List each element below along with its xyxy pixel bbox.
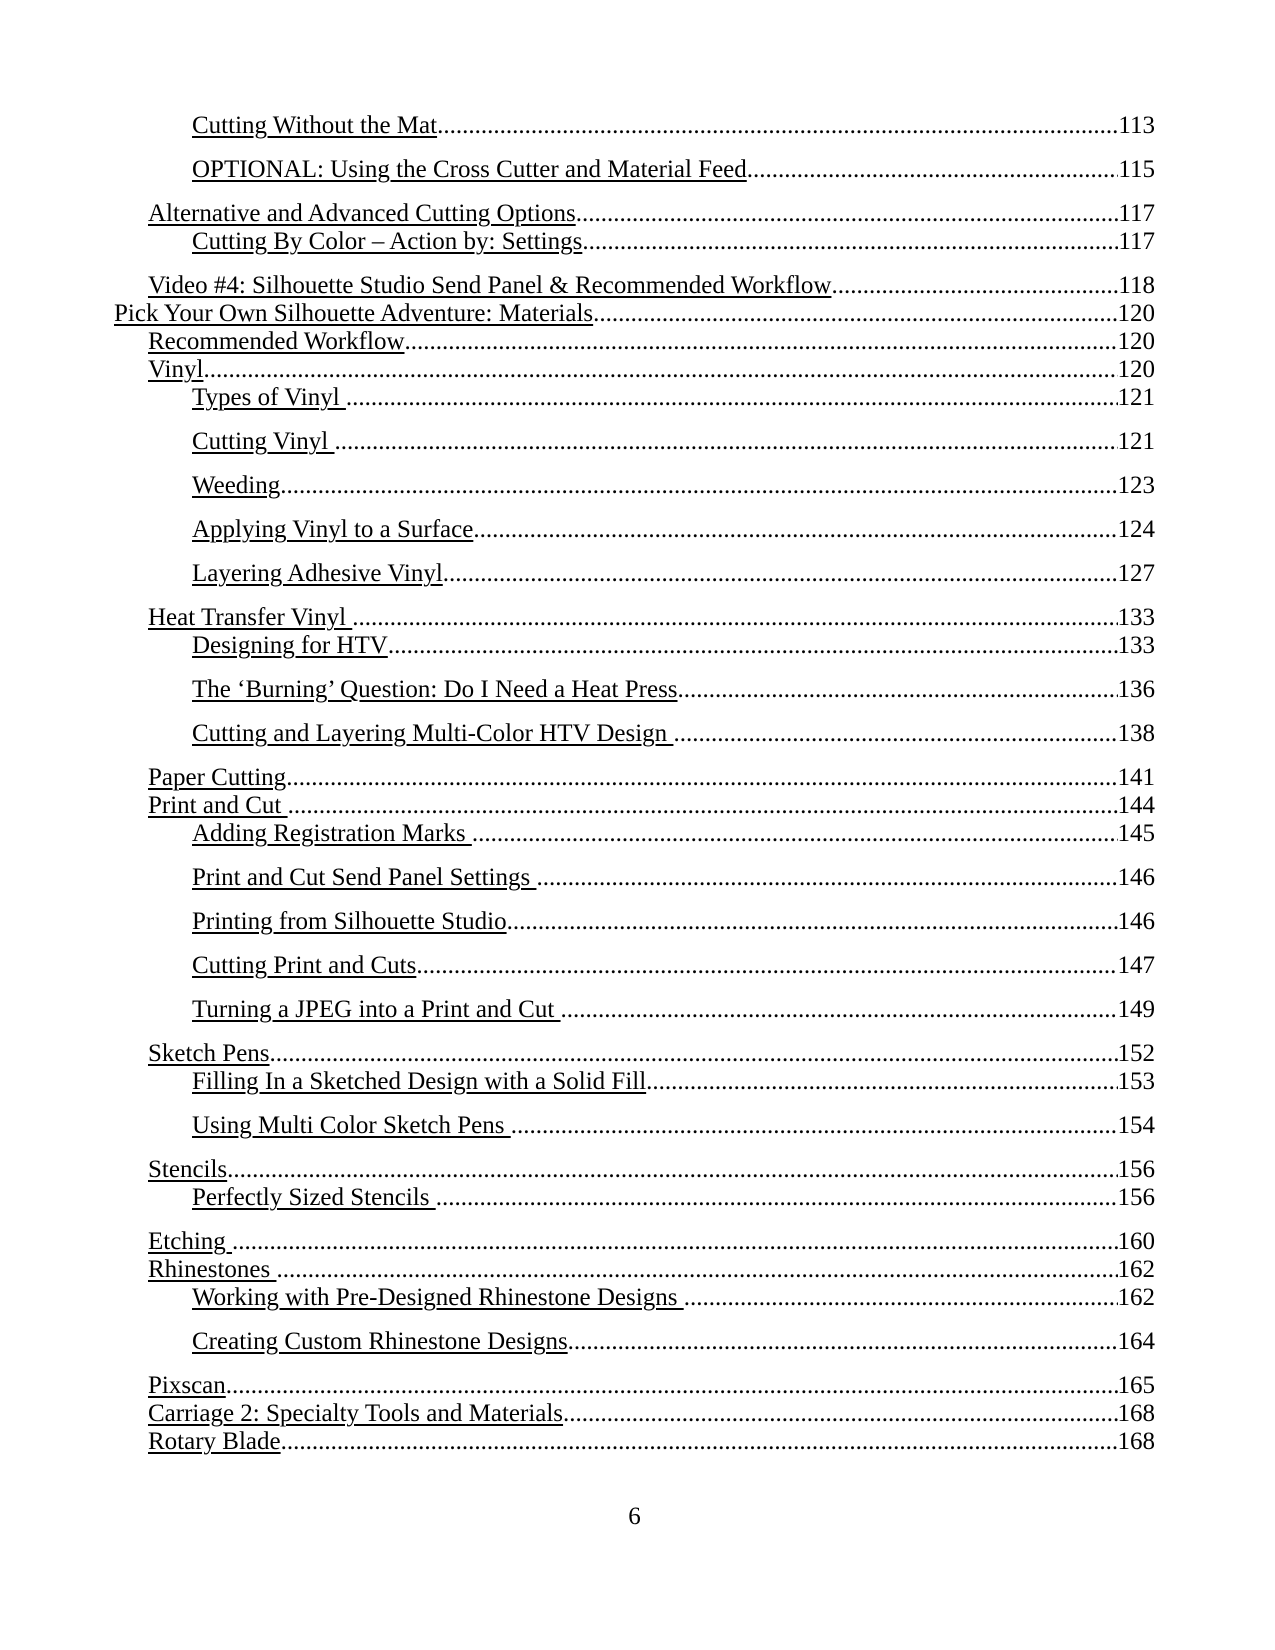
toc-entry-page: 117 [1118,200,1155,227]
toc-entry-row [192,112,1155,140]
toc-entry-row [148,792,1155,820]
dot-leader [507,908,1118,936]
dot-leader [280,472,1117,500]
toc [114,112,1155,1456]
toc-entry-row [148,1372,1155,1400]
dot-leader [286,764,1117,792]
toc-entry-row [114,300,1155,328]
toc-entry-title[interactable]: Layering Adhesive Vinyl [192,560,443,587]
toc-entry-row [192,156,1155,184]
toc-entry-title[interactable]: Cutting By Color – Action by: Settings [192,228,583,255]
toc-entry-page: 153 [1117,1068,1155,1095]
dot-leader [593,300,1117,328]
toc-entry-page: 168 [1117,1400,1155,1427]
toc-entry-title[interactable]: Using Multi Color Sketch Pens [192,1112,511,1139]
toc-entry-row [192,1328,1155,1356]
page-number: 6 [628,1503,641,1530]
toc-entry-title[interactable]: Pixscan [148,1372,226,1399]
toc-entry-title[interactable]: Sketch Pens [148,1040,270,1067]
toc-entry-page: 146 [1117,908,1155,935]
toc-entry-page: 115 [1118,156,1155,183]
toc-entry-page: 141 [1117,764,1155,791]
toc-entry-page: 144 [1117,792,1155,819]
toc-entry-title[interactable]: Perfectly Sized Stencils [192,1184,436,1211]
toc-entry-title[interactable]: Print and Cut Send Panel Settings [192,864,537,891]
dot-leader [232,1228,1117,1256]
toc-entry-row [192,676,1155,704]
toc-entry-title[interactable]: Etching [148,1228,233,1255]
toc-entry-title[interactable]: Stencils [148,1156,228,1183]
dot-leader [437,112,1118,140]
toc-entry-title[interactable]: Turning a JPEG into a Print and Cut [192,996,561,1023]
toc-entry-page: 120 [1117,328,1155,355]
dot-leader [563,1400,1117,1428]
toc-entry-title[interactable]: Cutting Vinyl [192,428,335,455]
dot-leader [352,604,1117,632]
toc-entry-row [192,428,1155,456]
toc-entry-page: 133 [1117,632,1155,659]
toc-entry-row [148,356,1155,384]
toc-entry-page: 133 [1117,604,1155,631]
toc-entry-title[interactable]: Carriage 2: Specialty Tools and Materials [148,1400,564,1427]
toc-entry-row [148,1256,1155,1284]
toc-entry-page: 138 [1117,720,1155,747]
toc-entry-title[interactable]: Recommended Workflow [148,328,405,355]
toc-entry-page: 168 [1117,1428,1155,1455]
dot-leader [673,720,1117,748]
dot-leader [831,272,1118,300]
toc-entry-row [192,1284,1155,1312]
toc-entry-title[interactable]: Filling In a Sketched Design with a Solid Fill [192,1068,647,1095]
toc-entry-title[interactable]: Working with Pre-Designed Rhinestone Designs [192,1284,684,1311]
toc-entry-row [192,1184,1155,1212]
toc-entry-row [192,908,1155,936]
toc-entry-page: 127 [1117,560,1155,587]
toc-entry-row [192,472,1155,500]
toc-entry-page: 156 [1117,1184,1155,1211]
toc-entry-title[interactable]: Applying Vinyl to a Surface [192,516,474,543]
dot-leader [226,1372,1118,1400]
toc-entry-row [148,1040,1155,1068]
toc-entry-row [148,764,1155,792]
dot-leader [684,1284,1118,1312]
toc-entry-row [148,1228,1155,1256]
toc-entry-page: 124 [1117,516,1155,543]
toc-entry-title[interactable]: Video #4: Silhouette Studio Send Panel & Recommended Workflow [148,272,832,299]
toc-entry-page: 123 [1117,472,1155,499]
dot-leader [416,952,1117,980]
toc-entry-title[interactable]: Vinyl [148,356,204,383]
dot-leader [472,820,1118,848]
toc-entry-title[interactable]: Weeding [192,472,281,499]
toc-entry-row [148,1156,1155,1184]
toc-entry-page: 162 [1117,1256,1155,1283]
toc-entry-title[interactable]: Printing from Silhouette Studio [192,908,507,935]
toc-entry-row [148,1400,1155,1428]
toc-entry-title[interactable]: Creating Custom Rhinestone Designs [192,1328,568,1355]
toc-entry-row [192,1068,1155,1096]
dot-leader [561,996,1118,1024]
toc-entry-title[interactable]: Heat Transfer Vinyl [148,604,353,631]
toc-entry-page: 121 [1117,384,1155,411]
toc-entry-row [148,604,1155,632]
toc-entry-page: 113 [1118,112,1155,139]
toc-entry-row [192,632,1155,660]
toc-entry-title[interactable]: Paper Cutting [148,764,287,791]
dot-leader [582,228,1118,256]
toc-entry-title[interactable]: Cutting Without the Mat [192,112,438,139]
toc-entry-page: 154 [1117,1112,1155,1139]
toc-entry-page: 136 [1117,676,1155,703]
dot-leader [335,428,1118,456]
dot-leader [276,1256,1117,1284]
dot-leader [511,1112,1118,1140]
toc-entry-title[interactable]: Pick Your Own Silhouette Adventure: Materials [114,300,594,327]
dot-leader [270,1040,1118,1068]
toc-entry-page: 118 [1118,272,1155,299]
toc-entry-row [192,560,1155,588]
dot-leader [646,1068,1117,1096]
toc-entry-page: 160 [1117,1228,1155,1255]
toc-entry-title[interactable]: Print and Cut [148,792,288,819]
toc-entry-page: 147 [1117,952,1155,979]
toc-entry-page: 145 [1117,820,1155,847]
dot-leader [568,1328,1118,1356]
dot-leader [227,1156,1117,1184]
toc-entry-title[interactable]: Alternative and Advanced Cutting Options [148,200,576,227]
toc-entry-page: 162 [1117,1284,1155,1311]
toc-entry-row [192,864,1155,892]
dot-leader [405,328,1118,356]
toc-entry-page: 146 [1117,864,1155,891]
toc-entry-title[interactable]: Designing for HTV [192,632,388,659]
dot-leader [203,356,1117,384]
toc-entry-row [148,272,1155,300]
toc-entry-title[interactable]: Adding Registration Marks [192,820,472,847]
dot-leader [436,1184,1118,1212]
toc-entry-page: 117 [1118,228,1155,255]
dot-leader [388,632,1118,660]
dot-leader [443,560,1118,588]
dot-leader [281,1428,1118,1456]
dot-leader [473,516,1117,544]
toc-entry-page: 120 [1117,356,1155,383]
dot-leader [536,864,1117,892]
toc-entry-title[interactable]: Rotary Blade [148,1428,281,1455]
toc-entry-row [148,1428,1155,1456]
toc-entry-page: 164 [1117,1328,1155,1355]
toc-entry-row [192,952,1155,980]
dot-leader [678,676,1118,704]
toc-entry-row [192,996,1155,1024]
toc-entry-title[interactable]: Rhinestones [148,1256,277,1283]
toc-entry-title[interactable]: OPTIONAL: Using the Cross Cutter and Material Feed [192,156,747,183]
toc-entry-page: 156 [1117,1156,1155,1183]
toc-entry-page: 120 [1117,300,1155,327]
dot-leader [747,156,1119,184]
dot-leader [576,200,1119,228]
toc-entry-row [192,384,1155,412]
toc-entry-row [148,328,1155,356]
toc-entry-row [192,820,1155,848]
dot-leader [288,792,1118,820]
toc-entry-row [192,228,1155,256]
toc-entry-row [192,1112,1155,1140]
toc-entry-row [148,200,1155,228]
toc-entry-row [192,720,1155,748]
dot-leader [346,384,1118,412]
toc-entry-title[interactable]: The ‘Burning’ Question: Do I Need a Heat Press [192,676,678,703]
toc-entry-title[interactable]: Cutting Print and Cuts [192,952,417,979]
toc-entry-page: 152 [1117,1040,1155,1067]
toc-entry-page: 149 [1117,996,1155,1023]
toc-entry-page: 121 [1117,428,1155,455]
toc-entry-title[interactable]: Cutting and Layering Multi-Color HTV Design [192,720,674,747]
toc-entry-row [192,516,1155,544]
toc-entry-title[interactable]: Types of Vinyl [192,384,346,411]
toc-entry-page: 165 [1117,1372,1155,1399]
